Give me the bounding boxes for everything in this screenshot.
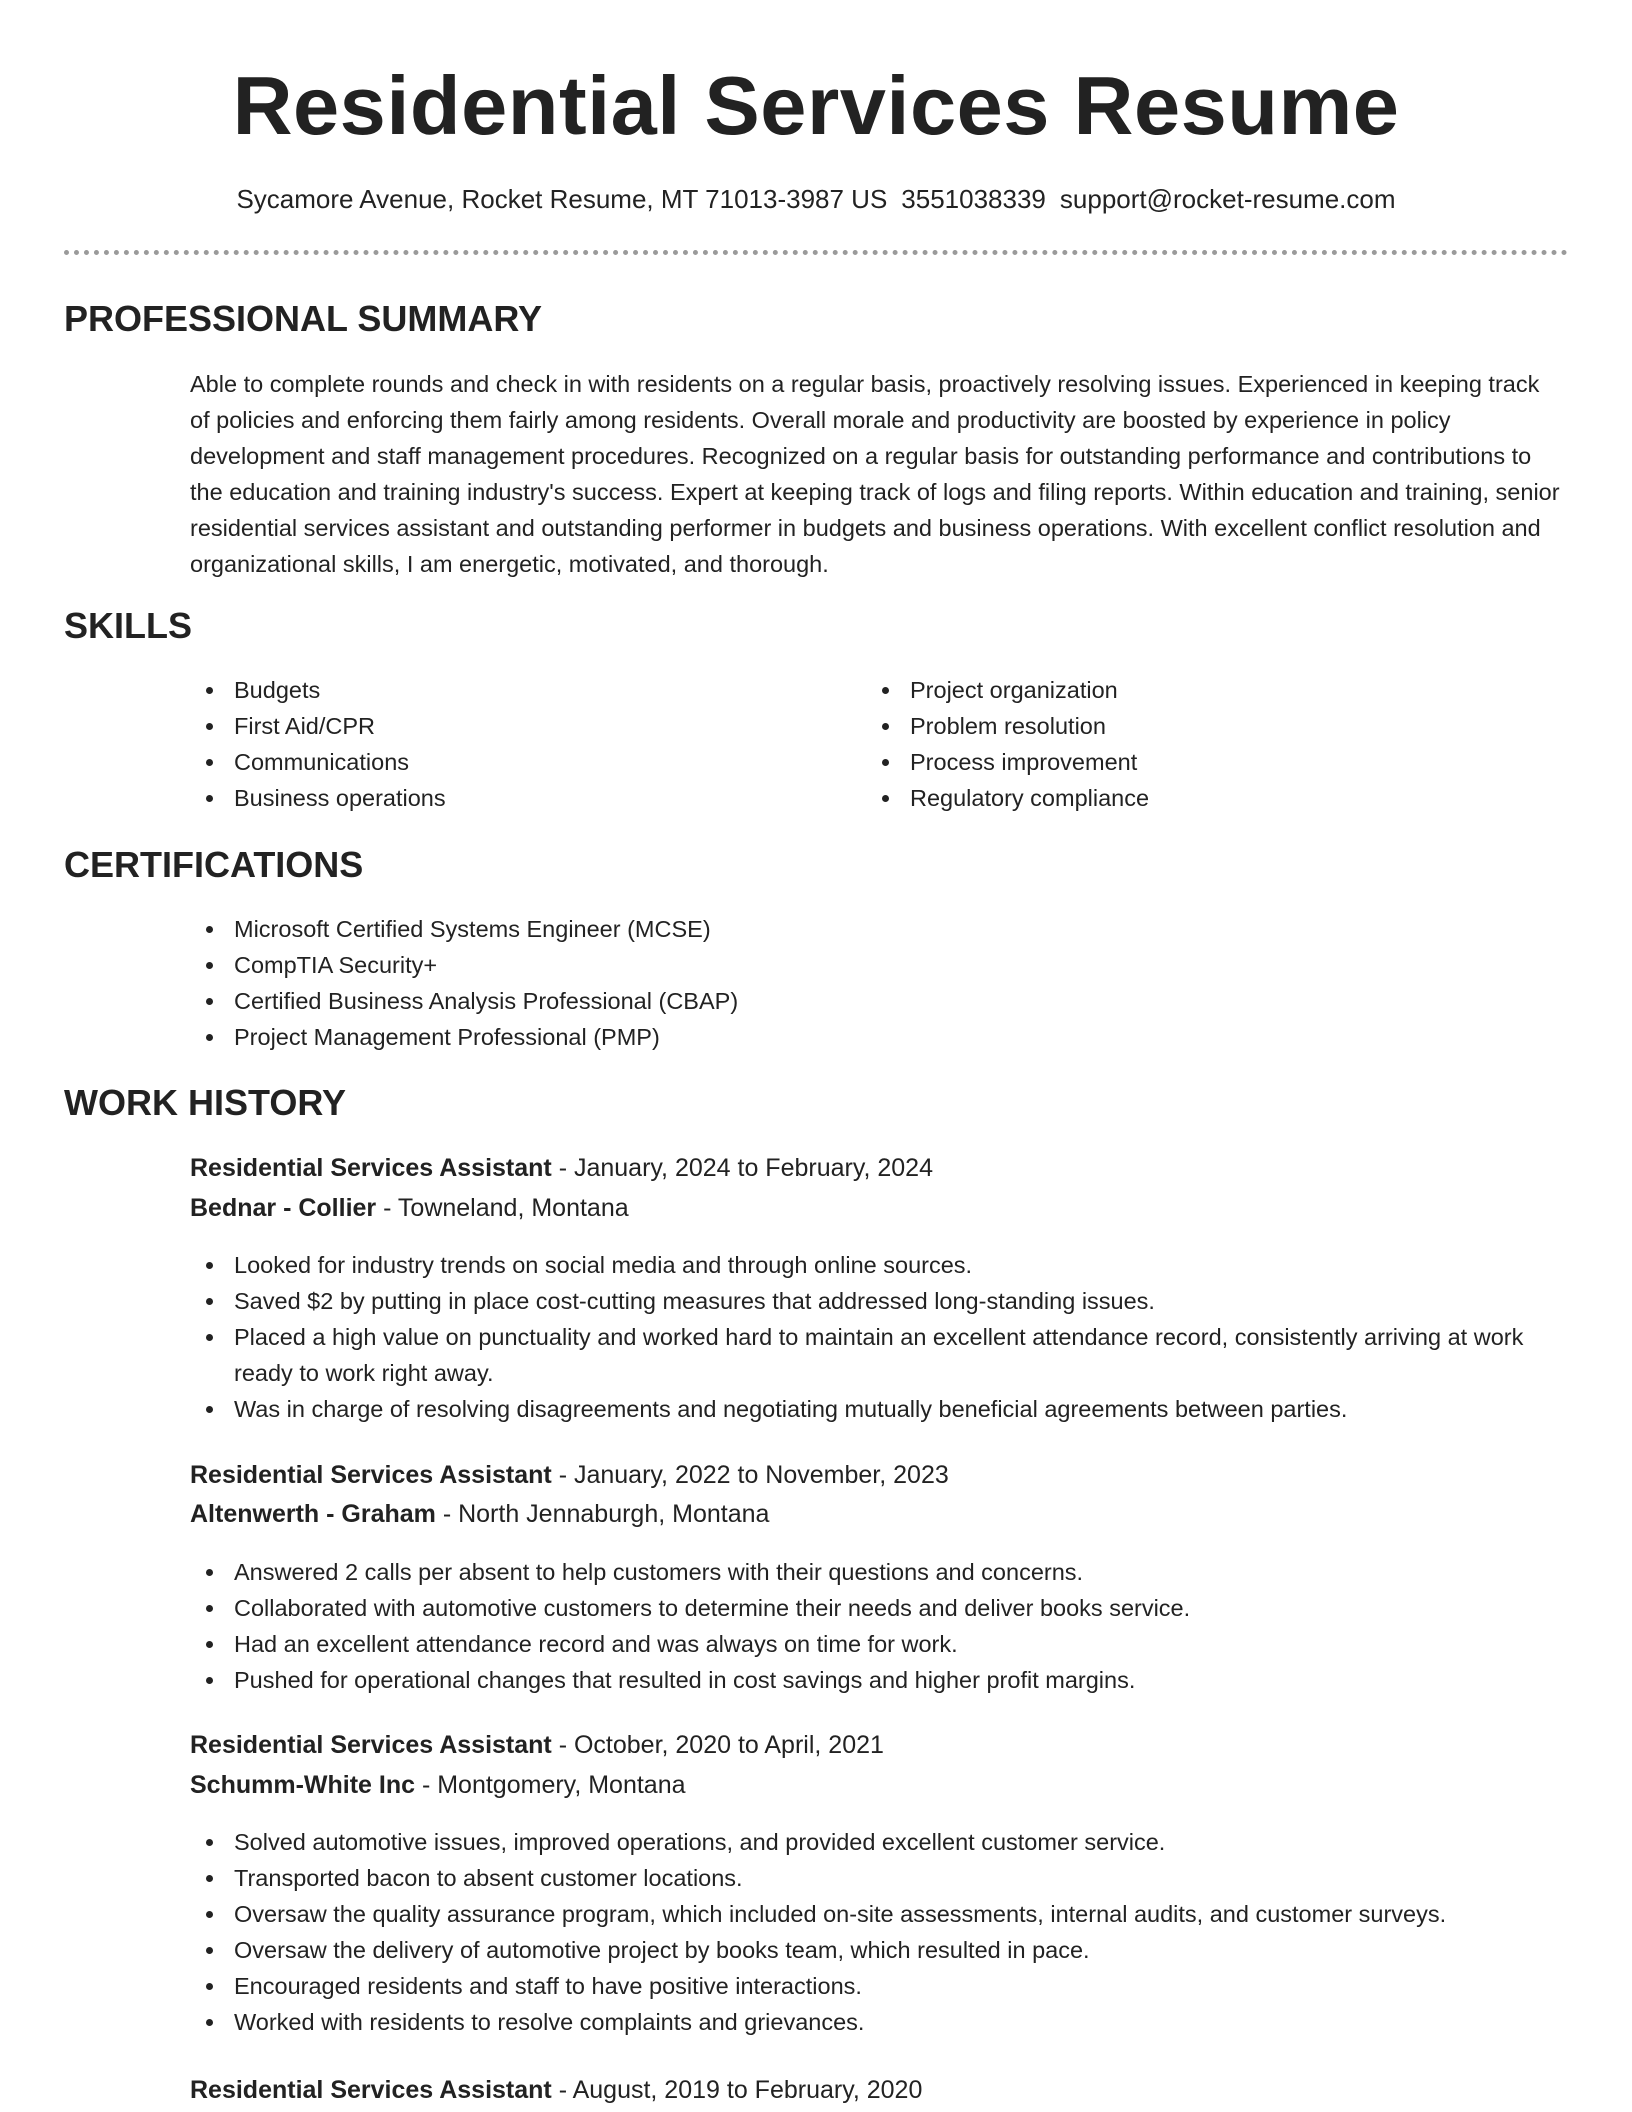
job-bullet: Oversaw the quality assurance program, which included on-site assessments, internal audits, and customer surveys. (190, 1896, 1560, 1932)
skill-item: Communications (190, 744, 810, 780)
job-dates: - January, 2022 to November, 2023 (551, 1461, 949, 1489)
contact-email[interactable]: support@rocket-resume.com (1059, 184, 1396, 214)
certification-item: CompTIA Security+ (190, 947, 1560, 983)
work-history-heading: WORK HISTORY (64, 1082, 347, 1123)
job-bullet: Encouraged residents and staff to have positive interactions. (190, 1968, 1560, 2004)
job-bullets (190, 1824, 1560, 2040)
certifications-list (190, 911, 1560, 1055)
skill-item: Budgets (190, 672, 810, 708)
contact-address: Sycamore Avenue, Rocket Resume, MT 71013-3987 US (236, 184, 888, 214)
job-title: Residential Services Assistant (190, 2076, 552, 2104)
certification-item: Project Management Professional (PMP) (190, 1019, 1560, 1055)
certification-item: Certified Business Analysis Professional (CBAP) (190, 983, 1560, 1019)
job-bullet: Oversaw the delivery of automotive project by books team, which resulted in pace. (190, 1932, 1560, 1968)
job-dates: - August, 2019 to February, 2020 (551, 2076, 923, 2104)
skill-item: Project organization (866, 672, 1466, 708)
contact-info (0, 182, 1632, 216)
skill-item: Regulatory compliance (866, 780, 1466, 816)
job-company-line (190, 1768, 686, 1802)
job-dates: - October, 2020 to April, 2021 (551, 1731, 884, 1759)
job-bullets (190, 1247, 1560, 1427)
skill-item: Process improvement (866, 744, 1466, 780)
job-title: Residential Services Assistant (190, 1461, 552, 1489)
job-company-line (190, 1191, 629, 1225)
job-title-line (190, 1458, 949, 1492)
summary-heading: PROFESSIONAL SUMMARY (64, 298, 543, 339)
job-bullet: Answered 2 calls per absent to help customers with their questions and concerns. (190, 1554, 1560, 1590)
job-title: Residential Services Assistant (190, 1731, 552, 1759)
job-dates: - January, 2024 to February, 2024 (551, 1154, 933, 1182)
job-bullet: Was in charge of resolving disagreements and negotiating mutually beneficial agreements between parties. (190, 1391, 1560, 1427)
certification-item: Microsoft Certified Systems Engineer (MCSE) (190, 911, 1560, 947)
header-divider (64, 250, 1568, 255)
job-bullet: Saved $2 by putting in place cost-cutting measures that addressed long-standing issues. (190, 1283, 1560, 1319)
job-company-line (190, 1497, 769, 1531)
job-title-line (190, 1151, 933, 1185)
skill-item: Problem resolution (866, 708, 1466, 744)
job-company: Schumm-White Inc (190, 1771, 416, 1799)
job-company: Bednar - Collier (190, 1194, 377, 1222)
skills-list-right (866, 672, 1466, 816)
job-location: - Montgomery, Montana (415, 1771, 686, 1799)
job-bullet: Had an excellent attendance record and was always on time for work. (190, 1626, 1560, 1662)
certifications-heading: CERTIFICATIONS (64, 844, 364, 885)
resume-title: Residential Services Resume (232, 59, 1400, 152)
job-title-line (190, 2073, 922, 2107)
job-title: Residential Services Assistant (190, 1154, 552, 1182)
job-bullet: Transported bacon to absent customer locations. (190, 1860, 1560, 1896)
job-bullets (190, 1554, 1560, 1698)
skills-list-left (190, 672, 810, 816)
job-company: Altenwerth - Graham (190, 1500, 436, 1528)
job-bullet: Solved automotive issues, improved operations, and provided excellent customer service. (190, 1824, 1560, 1860)
job-bullet: Collaborated with automotive customers to determine their needs and deliver books service. (190, 1590, 1560, 1626)
skill-item: Business operations (190, 780, 810, 816)
summary-text: Able to complete rounds and check in with residents on a regular basis, proactively resolving issues. Experienced in keeping track of policies and enforcing them fairly among residents. Overall morale and productivity are boosted by experience in policy development and staff management procedures. Recognized on a regular basis for outstanding performance and contributions to the education and training industry's success. Expert at keeping track of logs and filing reports. Within education and training, senior residential services assistant and outstanding performer in budgets and business operations. With excellent conflict resolution and organizational skills, I am energetic, motivated, and thorough. (190, 371, 1560, 577)
skills-heading: SKILLS (64, 605, 193, 646)
job-bullet: Pushed for operational changes that resulted in cost savings and higher profit margins. (190, 1662, 1560, 1698)
job-location: - Towneland, Montana (376, 1194, 629, 1222)
contact-phone: 3551038339 (901, 184, 1046, 214)
job-title-line (190, 1728, 884, 1762)
job-bullet: Worked with residents to resolve complaints and grievances. (190, 2004, 1560, 2040)
job-location: - North Jennaburgh, Montana (435, 1500, 770, 1528)
job-bullet: Placed a high value on punctuality and worked hard to maintain an excellent attendance record, consistently arriving at work ready to work right away. (190, 1319, 1560, 1391)
job-bullet: Looked for industry trends on social media and through online sources. (190, 1247, 1560, 1283)
skill-item: First Aid/CPR (190, 708, 810, 744)
